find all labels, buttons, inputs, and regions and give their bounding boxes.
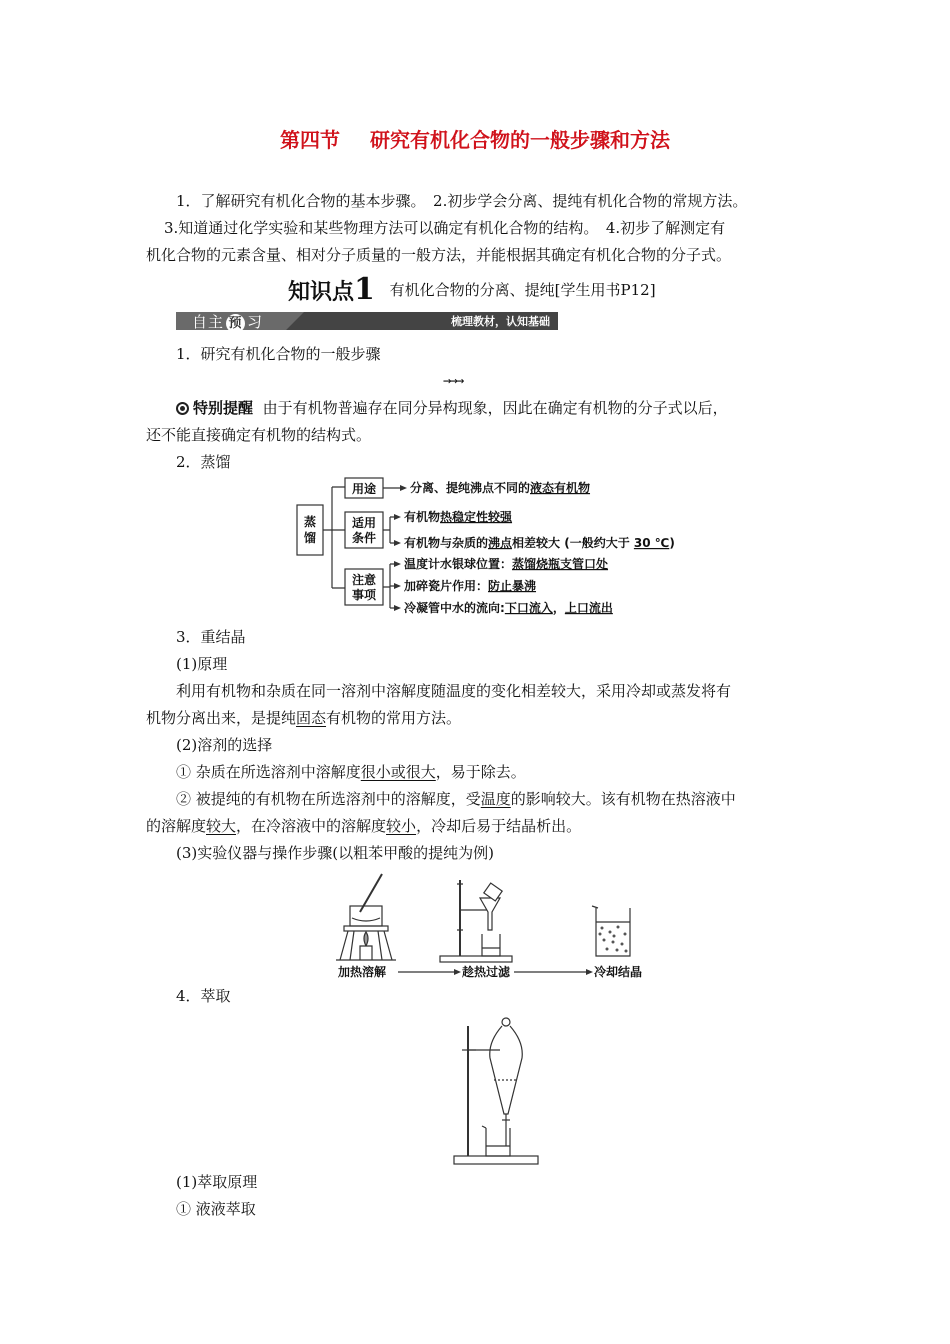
banner-label xyxy=(192,311,263,333)
knowledge-point-number: 1 xyxy=(354,272,375,307)
b1-label: 用途 xyxy=(351,482,377,496)
step3-solvent-item-2: ② 被提纯的有机物在所选溶剂中的溶解度，受温度的影响较大。该有机物在热溶液中 xyxy=(176,790,736,808)
answer-very-small-or-large: 很小或很大 xyxy=(360,763,436,781)
step3-heading: 3．重结晶 xyxy=(176,628,246,646)
step-heat-dissolve: 加热溶解 xyxy=(338,965,387,979)
reminder-line-2: 还不能直接确定有机物的结构式。 xyxy=(146,426,372,444)
answer-temperature: 温度 xyxy=(480,790,511,808)
step1-arrows: →→→ xyxy=(443,373,463,389)
step3-principle-line-2: 机物分离出来，是提纯固态有机物的常用方法。 xyxy=(146,709,462,727)
answer-smaller: 较小 xyxy=(386,817,417,835)
root-label-2: 馏 xyxy=(303,531,317,545)
step1-heading: 1．研究有机化合物的一般步骤 xyxy=(176,345,381,363)
step4-heading: 4．萃取 xyxy=(176,987,231,1005)
banner-label-b: 习 xyxy=(247,313,264,331)
step3-principle-line-1: 利用有机物和杂质在同一溶剂中溶解度随温度的变化相差较大，采用冷却或蒸发将有 xyxy=(176,682,732,700)
objective-line-1: 1．了解研究有机化合物的基本步骤。 2.初步学会分离、提纯有机化合物的常规方法。 xyxy=(176,192,748,210)
extraction-apparatus-figure xyxy=(448,1010,548,1168)
page-title xyxy=(0,124,950,153)
knowledge-point-text: 有机化合物的分离、提纯[学生用书P12] xyxy=(389,281,656,299)
banner-label-a: 自主 xyxy=(192,313,225,331)
reminder-label: 特别提醒 xyxy=(193,399,254,417)
section-topic: 研究有机化合物的一般步骤和方法 xyxy=(370,128,670,152)
l4: 温度计水银球位置：蒸馏烧瓶支管口处 xyxy=(404,557,609,571)
step3-solvent-item-2-cont: 的溶解度较大，在冷溶液中的溶解度较小，冷却后易于结晶析出。 xyxy=(146,817,582,835)
l6: 冷凝管中水的流向:下口流入，上口流出 xyxy=(404,601,613,615)
b2-label-b: 条件 xyxy=(351,531,377,545)
step2-heading: 2．蒸馏 xyxy=(176,453,231,471)
l5: 加碎瓷片作用：防止暴沸 xyxy=(404,579,537,593)
step3-principle-heading: (1)原理 xyxy=(176,655,228,673)
l1: 分离、提纯沸点不同的液态有机物 xyxy=(410,481,591,495)
step4-liquid-liquid: ① 液液萃取 xyxy=(176,1200,256,1218)
reminder-icon xyxy=(176,402,189,415)
objective-line-3: 机化合物的元素含量、相对分子质量的一般方法，并能根据其确定有机化合物的分子式。 xyxy=(146,246,732,264)
objective-line-2: 3.知道通过化学实验和某些物理方法可以确定有机化合物的结构。 4.初步了解测定有 xyxy=(164,219,726,237)
section-number: 第四节 xyxy=(280,128,340,152)
root-label-1: 蒸 xyxy=(303,515,317,529)
reminder-line-1 xyxy=(176,398,836,418)
banner-right-text: 梳理教材，认知基础 xyxy=(451,315,550,328)
reminder-text-1: 由于有机物普遍存在同分异构现象，因此在确定有机物的分子式以后， xyxy=(262,399,728,417)
separatory-funnel-icon xyxy=(454,1018,538,1164)
b3-label-b: 事项 xyxy=(351,588,377,602)
filtration-setup-icon xyxy=(440,880,512,962)
l2: 有机物热稳定性较强 xyxy=(404,510,513,524)
step3-solvent-item-1: ① 杂质在所选溶剂中溶解度很小或很大，易于除去。 xyxy=(176,763,526,781)
l3: 有机物与杂质的沸点相差较大 (一般约大于 30 ℃) xyxy=(404,536,675,550)
step-cool-crystallize: 冷却结晶 xyxy=(594,965,643,979)
b2-label-a: 适用 xyxy=(351,516,377,530)
answer-larger: 较大 xyxy=(206,817,237,835)
recrystallization-figure xyxy=(330,872,660,982)
answer-solid: 固态 xyxy=(296,709,327,727)
distillation-diagram xyxy=(290,472,710,622)
self-study-banner xyxy=(176,312,558,330)
step3-apparatus-heading: (3)实验仪器与操作步骤(以粗苯甲酸的提纯为例) xyxy=(176,844,494,862)
heating-setup-icon xyxy=(336,874,396,960)
step-hot-filter: 趁热过滤 xyxy=(462,965,511,979)
root-box xyxy=(297,505,323,555)
step4-principle-heading: (1)萃取原理 xyxy=(176,1173,258,1191)
knowledge-point-label: 知识点 xyxy=(288,280,355,305)
crystallization-beaker-icon xyxy=(592,906,630,956)
step3-solvent-heading: (2)溶剂的选择 xyxy=(176,736,273,754)
knowledge-point-heading xyxy=(288,272,656,307)
banner-circle: 预 xyxy=(226,314,245,333)
b3-label-a: 注意 xyxy=(351,573,377,587)
